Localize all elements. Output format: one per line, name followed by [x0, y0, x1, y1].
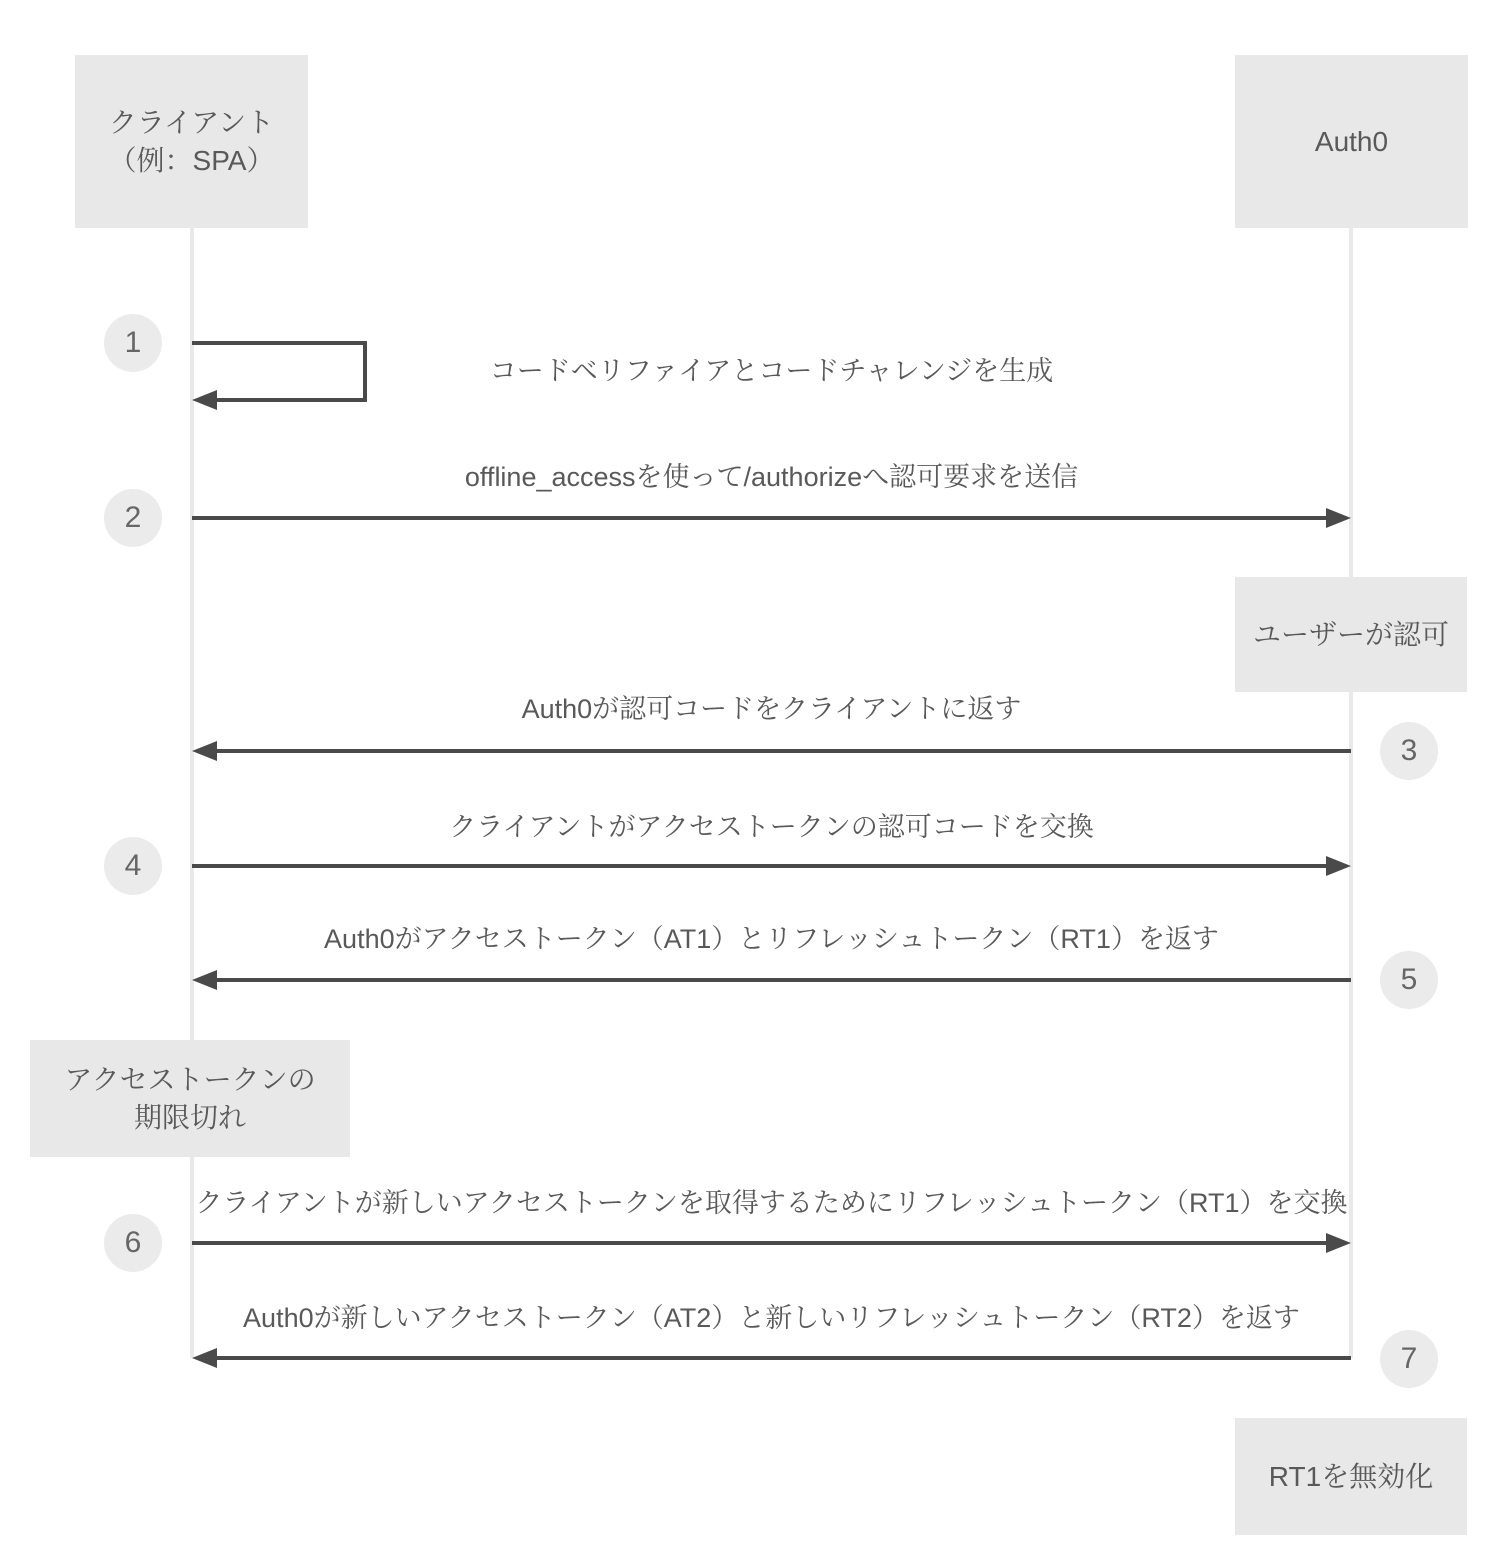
step-number-badge: [104, 837, 162, 895]
step-6-label: クライアントが新しいアクセストークンを取得するためにリフレッシュトークン（RT1）を交換: [195, 1188, 1348, 1218]
arrowhead-right-icon: [1326, 856, 1351, 876]
step-number-badge: [1380, 1330, 1438, 1388]
self-loop-bottom-line: [215, 398, 367, 402]
step-4-number: 4: [124, 849, 142, 882]
message-arrow-line: [217, 1356, 1351, 1360]
step-1-number: 1: [124, 326, 142, 359]
step-7-label: Auth0が新しいアクセストークン（AT2）と新しいリフレッシュトークン（RT2）を返す: [243, 1303, 1300, 1333]
step-number-badge: [104, 314, 162, 372]
actor-auth0-label: Auth0: [1314, 125, 1389, 157]
step-number-badge: [104, 1214, 162, 1272]
step-2-label: offline_accessを使って/authorizeへ認可要求を送信: [464, 462, 1079, 492]
arrowhead-left-icon: [192, 1348, 217, 1368]
step-number-badge: [1380, 951, 1438, 1009]
step-5-label: Auth0がアクセストークン（AT1）とリフレッシュトークン（RT1）を返す: [324, 924, 1219, 954]
actor-client-label-line2: （例：SPA）: [108, 144, 275, 176]
arrowhead-left-icon: [192, 741, 217, 761]
actor-client: [75, 55, 308, 228]
note-access-token-expired: [30, 1040, 350, 1157]
step-5-number: 5: [1400, 963, 1418, 996]
note-user-authorizes-label: ユーザーが認可: [1252, 618, 1449, 650]
note-user-authorizes: [1235, 577, 1467, 692]
message-arrow-line: [192, 1241, 1326, 1245]
message-arrow-line: [192, 864, 1326, 868]
step-3-label: Auth0が認可コードをクライアントに返す: [521, 694, 1022, 724]
message-arrow-line: [217, 978, 1351, 982]
note-token-expired-line1: アクセストークンの: [64, 1063, 316, 1095]
step-4-label: クライアントがアクセストークンの認可コードを交換: [449, 812, 1094, 842]
actor-auth0: [1235, 55, 1468, 228]
step-6-number: 6: [124, 1226, 142, 1259]
message-arrow-line: [217, 749, 1351, 753]
note-rt1-invalidated: [1235, 1418, 1467, 1535]
arrowhead-left-icon: [192, 970, 217, 990]
note-rt1-invalidated-label: RT1を無効化: [1268, 1460, 1434, 1492]
step-2-number: 2: [124, 501, 142, 534]
step-3-number: 3: [1400, 734, 1418, 767]
step-number-badge: [1380, 722, 1438, 780]
actor-client-label-line1: クライアント: [108, 106, 275, 138]
self-loop-arrowhead-icon: [192, 390, 217, 410]
step-7-number: 7: [1400, 1342, 1418, 1375]
arrowhead-right-icon: [1326, 508, 1351, 528]
step-1-label: コードベリファイアとコードチャレンジを生成: [489, 356, 1054, 386]
message-arrow-line: [192, 516, 1326, 520]
step-number-badge: [104, 489, 162, 547]
self-loop-top-line: [192, 341, 367, 345]
note-token-expired-line2: 期限切れ: [133, 1101, 246, 1133]
arrowhead-right-icon: [1326, 1233, 1351, 1253]
